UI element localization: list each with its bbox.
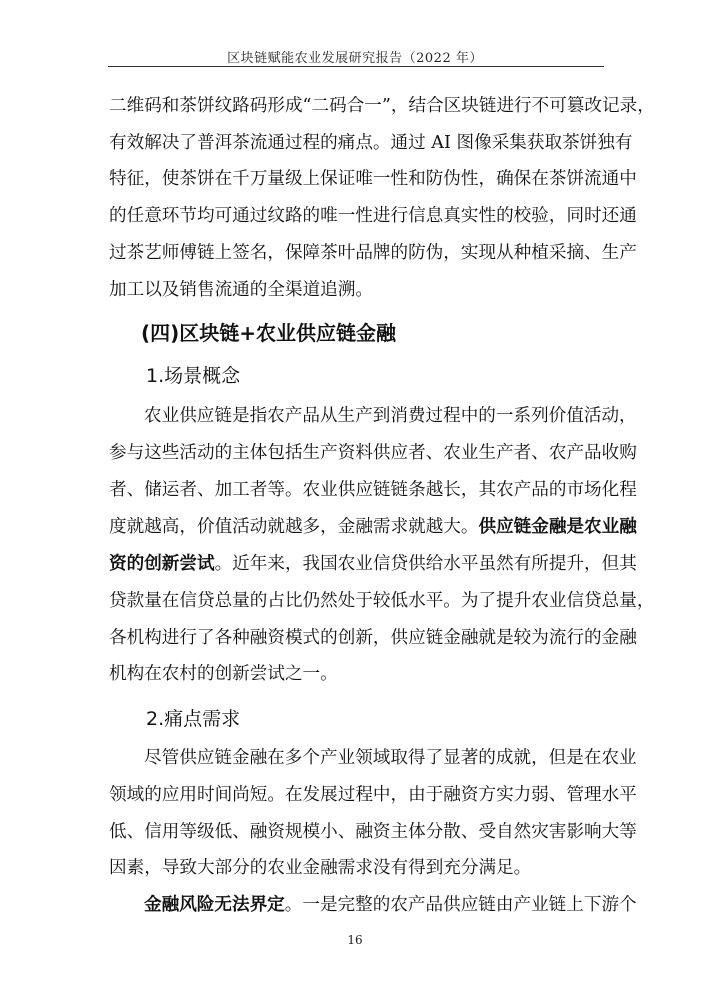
body-line bbox=[109, 552, 637, 576]
body-line: 者、储运者、加工者等。农业供应链链条越长，其农产品的市场化程 bbox=[109, 480, 637, 500]
body-line: 领域的应用时间尚短。在发展过程中，由于融资方实力弱、管理水平 bbox=[109, 785, 637, 805]
body-text: 。一是完整的农产品供应链由产业链上下游个 bbox=[284, 895, 637, 915]
body-line: 有效解决了普洱茶流通过程的痛点。通过 AI 图像采集获取茶饼独有 bbox=[109, 133, 633, 153]
body-line: 因素，导致大部分的农业金融需求没有得到充分满足。 bbox=[109, 858, 532, 878]
body-line: 过茶艺师傅链上签名，保障茶叶品牌的防伪，实现从种植采摘、生产 bbox=[109, 243, 637, 263]
emphasis-text: 资的创新尝试 bbox=[109, 554, 215, 574]
body-line: 贷款量在信贷总量的占比仍然处于较低水平。为了提升农业信贷总量， bbox=[109, 591, 655, 611]
body-line: 特征，使茶饼在千万量级上保证唯一性和防伪性，确保在茶饼流通中 bbox=[109, 169, 637, 189]
body-text: 。近年来，我国农业信贷供给水平虽然有所提升，但其 bbox=[214, 554, 637, 574]
body-line: 加工以及销售流通的全渠道追溯。 bbox=[109, 280, 373, 300]
subsection-heading: 2.痛点需求 bbox=[146, 708, 241, 730]
section-heading: (四)区块链+农业供应链金融 bbox=[141, 321, 397, 345]
body-line: 机构在农村的创新尝试之一。 bbox=[109, 664, 338, 684]
body-line: 二维码和茶饼纹路码形成“二码合一”，结合区块链进行不可篡改记录， bbox=[109, 96, 655, 116]
body-line: 尽管供应链金融在多个产业领域取得了显著的成就，但是在农业 bbox=[144, 748, 637, 768]
body-line: 的任意环节均可通过纹路的唯一性进行信息真实性的校验，同时还通 bbox=[109, 206, 637, 226]
subsection-heading: 1.场景概念 bbox=[146, 365, 241, 387]
body-line: 低、信用等级低、融资规模小、融资主体分散、受自然灾害影响大等 bbox=[109, 822, 637, 842]
body-text: 度就越高，价值活动就越多，金融需求就越大。 bbox=[109, 517, 479, 537]
body-line bbox=[109, 515, 637, 539]
body-line bbox=[109, 893, 637, 917]
page-number: 16 bbox=[347, 933, 363, 947]
body-line: 参与这些活动的主体包括生产资料供应者、农业生产者、农产品收购 bbox=[109, 443, 637, 463]
emphasis-text: 金融风险无法界定 bbox=[144, 895, 285, 915]
header-divider bbox=[108, 66, 604, 67]
emphasis-text: 供应链金融是农业融 bbox=[478, 517, 637, 537]
running-header: 区块链赋能农业发展研究报告（2022 年） bbox=[227, 51, 483, 66]
body-line: 农业供应链是指农产品从生产到消费过程中的一系列价值活动， bbox=[144, 406, 637, 426]
body-line: 各机构进行了各种融资模式的创新，供应链金融就是较为流行的金融 bbox=[109, 628, 637, 648]
